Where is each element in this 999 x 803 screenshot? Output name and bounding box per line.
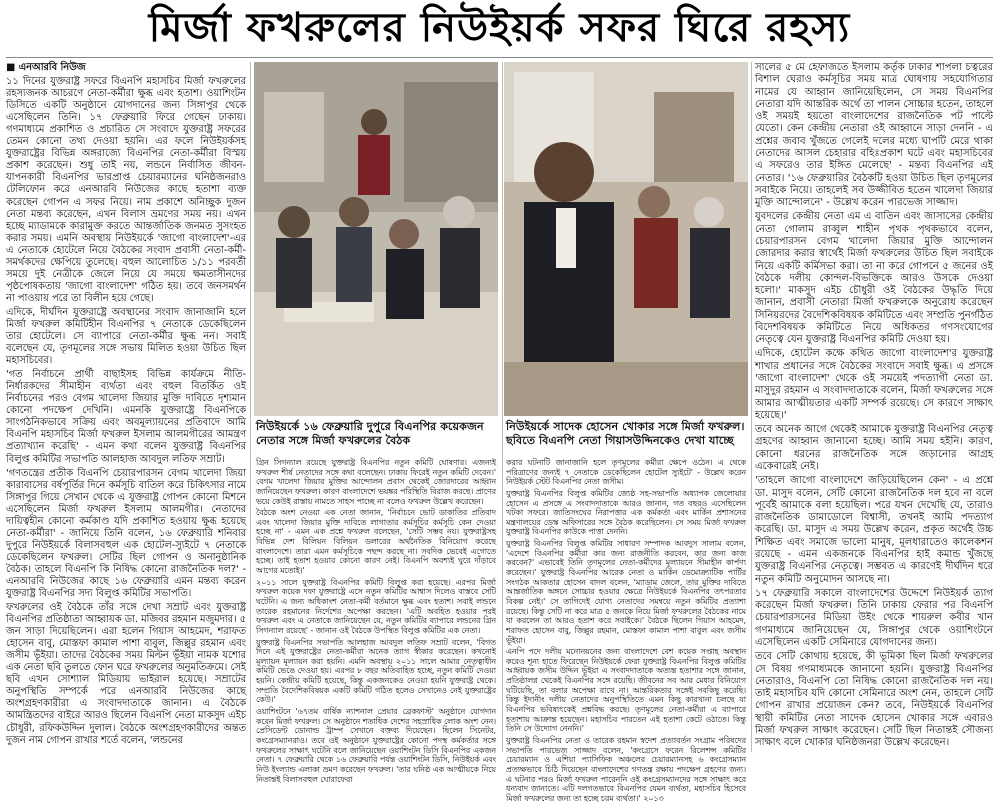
photo-figure-2 bbox=[504, 62, 748, 454]
col4-paragraph: যুবদলের কেন্দ্রীয় নেতা এম এ বাতিন এবং জাসাসের কেন্দ্রীয় নেতা গোলাম রাব্বুল শাহীন পৃথক পৃথকভাবে বলেন, চেয়ারপারসন বেগম খালেদা জিয়ার মুক্তি আন্দোলন জোরদার করার স্বার্থেই মির্জা ফখরুলের উচিত ছিল সবাইকে নিয়ে একটি কর্মিসভা করা। তা না করে গোপনে ৫ জনের ওই বৈঠকে দলীয় কোন্দল-বিভক্তিকে আরও উসকে দেওয়া হলো।' মাকসুদ এইচ চৌধুরী ওই বৈঠকের উদ্ধৃতি দিয়ে জানান, প্রবাসী নেতারা মির্জা ফখরুলকে অনুরোধ করেছেন সিনিয়রদের বৈদেশিকবিষয়ক কমিটিতে এবং সম্প্রতি পুনর্গঠিত বিদেশবিষয়ক কমিটিতে নিয়ে অধিকতর গণসংযোগের নেতৃত্বে যেন যুক্তরাষ্ট্র বিএনপির কমিটি দেওয়া হয়। bbox=[755, 211, 993, 346]
photo-figure-1 bbox=[254, 62, 498, 454]
col1-paragraph: ১১ দিনের যুক্তরাষ্ট্র সফরে বিএনপি মহাসচিব মির্জা ফখরুলের রহস্যজনক আচরণে নেতা-কর্মীরা ক্ষুব্ধ এবং হতাশ। ওয়াশিংটন ডিসিতে একটি অনুষ্ঠানে যোগদানের জন্য সিঙ্গাপুর থেকে এসেছিলেন তিনি। ১৭ ফেব্রুয়ারি ফিরে গেছেন ঢাকায়। গণমাধ্যমে প্রকাশিত ও প্রচারিত সে সংবাদে যুক্তরাষ্ট্র সফরের তেমন কোনো তথ্য দেওয়া হয়নি। এর ফলে নিউইয়র্কসহ যুক্তরাষ্ট্রের বিভিন্ন অঙ্গরাজ্যে বিএনপির নেতা-কর্মীরা বিস্ময় প্রকাশ করেছেন। শুধু তাই নয়, লন্ডনে নির্বাসিত জীবন-যাপনকারী বিএনপির ভারপ্রাপ্ত চেয়ারম্যানের ঘনিষ্ঠজনরাও টেলিফোন করে এনআরবি নিউজের কাছে হতাশা ব্যক্ত করেছেন গোপন এ সফর নিয়ে। নাম প্রকাশে অনিচ্ছুক দুজন নেতা মন্তব্য করেছেন, এখন বিলাস ভ্রমণের সময় নয়। এখন হচ্ছে ম্যাডামকে কারামুক্ত করতে আন্তর্জাতিক জনমত সুসংহত করার সময়। এমনি অবস্থায় নিউইয়র্কে 'জাগো বাংলাদেশ'-এর এ নেতাকে হোটেলে নিয়ে বৈঠকের সংবাদ প্রবাসী নেতা-কর্মী-সমর্থকদের ক্ষেপিয়ে তুলেছে। বহুল আলোচিত ১/১১ পরবর্তী সময়ে দুই নেত্রীকে জেলে নিয়ে যে সময়ে ক্ষমতাসীনদের পৃষ্ঠপোষকতায় 'জাগো বাংলাদেশ' গঠিত হয়। তবে জনসমর্থন না পাওয়ায় পরে তা বিলীন হয়ে গেছে। bbox=[6, 76, 246, 304]
col2-paragraph: যুক্তরাষ্ট্র বিএনপির সভাপতি আলহাজ আবদুল লতিফ সম্রাট বলেন, 'বিগত দিনে এই যুক্তরাষ্ট্রের নেতা-কর্মীরা অনেক ত্যাগ স্বীকার করেছেন। কখনোই মূল্যায়ন মূল্যায়ন করা হয়নি। এমনি অবস্থায় ২০১১ সালে আমার নেতৃত্বাধীন কমিটি ভেঙে দেওয়া হয়। এরপর ৮ বছর অতিবাহিত হচ্ছে, নতুন কমিটি দেওয়া হয়নি। কেন্দ্রীয় কমিটি হয়েছে, কিন্তু একজনকেও নেওয়া হয়নি যুক্তরাষ্ট্র থেকে। সম্প্রতি বৈদেশিকবিষয়ক একটি কমিটি গঠিত হলেও সেখানেও নেই যুক্তরাষ্ট্রের কেউ।' bbox=[256, 637, 496, 705]
byline: ■ এনআরবি নিউজ bbox=[6, 62, 86, 73]
col4-paragraph: এদিকে, হোটেল কক্ষে কথিত জাগো বাংলাদেশ'র যুক্তরাষ্ট্র শাখার প্রধানের সঙ্গে বৈঠকের সংবাদে সবাই ক্ষুব্ধ। এ প্রসঙ্গে 'জাগো বাংলাদেশ' থেকে ওই সময়েই পদত্যাগী নেতা ডা. মাসুদুর রহমান এ সংবাদদাতাকে বলেন, মির্জা ফখরুলের সঙ্গে আমার আত্মীয়তার একটি সম্পর্ক রয়েছে। সে কারণে সাক্ষাৎ হয়েছে।' bbox=[755, 348, 993, 421]
col1-paragraph: ফখরুলের ওই বৈঠকে তাঁর সঙ্গে দেখা সম্রাট এবং যুক্তরাষ্ট্র বিএনপির প্রতিষ্ঠাতা আহ্বায়ক ডা. মজিবর রহমান মজুমদার। ৫ জন সাড়া দিয়েছিলেন। এরা হলেন গিয়াস আহমেদ, শরাফত হোসেন বাবু, মোস্তফা কামাল পাশা বাবুল, জিল্লুর রহমান এবং জসীম ভূঁইয়া। তাদের বৈঠকের সময় মিল্টন ভূঁইয়া নামক যশোর এক নেতা ছবি তুলতে ফোন ঘরে ফখরুলের অনুমতিক্রমে। সেই ছবি এখন সোশ্যাল মিডিয়ায় ভাইরাল হয়েছে। সম্রাটের অনুপস্থিতি সম্পর্কে পরে এনআরবি নিউজের কাছে অংশগ্রহণকারীরা এ সংবাদদাতাকে জানান। এ বৈঠকে আমন্ত্রিতদের বাইরে আরও ছিলেন বিএনপি নেতা মাকসুদ এইচ চৌধুরী, রফিকউদ্দিন দুলাল। বৈঠকে অংশগ্রহণকারীদের অন্তত দুজন নাম গোপন রাখার শর্তে বলেন, 'লন্ডনের bbox=[6, 602, 246, 746]
col3-paragraph: যুক্তরাষ্ট্র বিএনপির বিলুপ্ত কমিটির জ্যেষ্ঠ সহ-সভাপতি অধ্যাপক জেলোয়ার হোসেন এ প্রসঙ্গে এ সংবাদদাতাকে আরও জানান, গত বছরও এসেছিলেন খটকা সফরে। জাতিসংঘের নিরাপত্তার এক কর্মকর্তা এবং মার্কিন প্রশাসনের মন্ত্রণালয়ের ডেস্ক অফিসারের সঙ্গে বৈঠক করেছিলেন। সে সময় মির্জা ফখরুল যুক্তরাষ্ট্র বিএনপির কাউকে পাত্তা দেননি। bbox=[506, 488, 746, 537]
col3-paragraph: করার ঘটনাটি জানাজানি হলে তৃণমূলের কর্মীরা ক্ষেপে ওঠেন। এ থেকে পরিত্রাণের জন্যই ৭ নেতাকে ডেকেছিলেন হোটেল স্যুইটে' - উল্লেখ করেন নিউইয়র্ক স্টেট বিএনপির নেতা জসীম। bbox=[506, 458, 746, 487]
col4-paragraph: তবে অনেক আগে থেকেই আমাকে যুক্তরাষ্ট্র বিএনপির নেতৃত্ব গ্রহণের আহ্বান জানানো হচ্ছে। আমি সময় হইনি। কারণ, কোনো ধরনের রাজনৈতিক সঙ্গে জড়ানোর আগ্রহ একেবারেই নেই। bbox=[755, 424, 993, 472]
col1-paragraph: এদিকে, দীর্ঘদিন যুক্তরাষ্ট্রে অবস্থানের সংবাদ জানাজানি হলে মির্জা ফখরুল কমিটিহীন বিএনপির ৭ নেতাকে ডেকেছিলেন তার হোটেলে। সে ব্যাপারে নেতা-কর্মীর ক্ষুব্ধ নন। সবাই বলেছেন যে, তৃণমূলের সঙ্গে সভায় মিলিত হওয়া উচিত ছিল মহাসচিবের। bbox=[6, 306, 246, 367]
khoka-photo bbox=[504, 62, 748, 416]
col4-paragraph: সালের ৫ মে হেফাজতে ইসলাম কর্তৃক ঢাকার শাপলা চত্বরের বিশাল ঘেরাও কর্মসূচির সময় মাত্র ঘোষণায় সহযোগিতার নামের যে আহ্বান জানিয়েছিলেন, সে সময় বিএনপির নেতারা যদি আন্তরিক অর্থে তা পালন সোচ্চার হতেন, তাহলে ওই সময়ই হয়তো বাংলাদেশের রাজনৈতিক পট পাল্টে যেতো। কেন কেন্দ্রীয় নেতারা ওই আহ্বানে সাড়া দেননি - এ প্রশ্নের জবাব খুঁজতে গেলেই দলের মধ্যে ঘাপটি মেরে থাকা নেতাদের আসল চেহারার বহিঃপ্রকাশ ঘটে এবং মহাসচিবের এ সফরেও তার ইঙ্গিত মেলেছে' - মন্তব্য বিএনপির এই নেতার। '১৬ ফেব্রুয়ারির বৈঠকটি হওয়া উচিত ছিল তৃণমূলের সবাইকে নিয়ে। তাহলেই সব উজ্জীবিত হতেন খালেদা জিয়ার মুক্তি আন্দোলনে' - উল্লেখ করেন পারভেজ সাজ্জাদ। bbox=[755, 62, 993, 209]
col3-paragraph: এনপি পদে দলীয় মনোনয়নের জন্য বাংলাদেশে বেশ কয়েক সপ্তাহ অবস্থান করেও শূন্য হাতে ফিরেছেন নিউইয়র্কে ফেরা যুক্তরাষ্ট্র বিএনপির বিলুপ্ত কমিটির আহ্বায়ক জসীম উদ্দিন ভূঁইয়া এ সংবাদদাতাকে অত্যন্ত হতাশার সঙ্গে জানান, প্রতিষ্ঠালগ্ন থেকেই বিএনপির সঙ্গে রয়েছি। জীবনের সব আর মেধার বিনিয়োগ ঘটিয়েছি, তা বলার অপেক্ষা রাখে না। আন্তরিকতার সঙ্গেই সবকিছু করেছি। কিন্তু ইদানীং দলীয় নেতাদের অনুপস্থিতিতে এমন কিছু কারখানা চলছে যা বিএনপির ভবিষ্যৎকেই প্রশ্নবিদ্ধ করছে। তৃণমূলের নেতা-কর্মীরা এ ব্যাপারে হতাশায় আক্রান্ত হয়েছেন। মহাসচিব পারতেন এই হতাশা কেটে ওঠাতে। কিন্তু তিনি সে উদ্যোগ নেননি।' bbox=[506, 647, 746, 734]
col2-paragraph: বৈঠকে অংশ নেওয়া এক নেতা জানান, 'নির্বাচনে ভোট ডাকাতির প্রতিবাদ এবং খালেদা জিয়ার মুক্তি দাবিতে লাগাতার কর্মসূচির কর্মসূচি কেন দেওয়া হচ্ছে না' - এমন এক প্রশ্নে ফখরুল বলেছেন, 'সেটি সম্ভব নয়। যুক্তরাষ্ট্রসহ বিভিন্ন দেশ বিলিয়ন বিলিয়ন ডলারের অর্থনৈতিক বিনিয়োগ করেছে বাংলাদেশে। তারা এমন কর্মসূচিকে পছন্দ করছে না। সবদিক ভেবেই এগোতে হচ্ছে। তাই হতাশ হওয়ার কোনো কারণ নেই। বিএনপি অবশ্যই ঘুরে দাঁড়াবে আগের মতোই।' bbox=[256, 508, 496, 576]
column-3 bbox=[506, 458, 746, 803]
col4-paragraph: তবে সেটি কোথায় হয়েছে, কী ভূমিকা ছিল মির্জা ফখরুলের সে বিষয় গণমাধ্যমকে জানানো হয়নি। যুক্তরাষ্ট্র বিএনপির নেতারাও, বিএনপি তো নিষিদ্ধ কোনো রাজনৈতিক দল নয়। তাই মহাসচিব যদি কোনো সেমিনারে অংশ নেন, তাহলে সেটি গোপন রাখার প্রয়োজন কেন? তবে, নিউইয়র্কে বিএনপির স্থায়ী কমিটির নেতা সাদেক হোসেন খোকার সঙ্গে এবারও মির্জা ফখরুল সাক্ষাৎ করেছেন। সেটি ছিল নিতান্তই সৌজন্য সাক্ষাৎ বলে খোকার ঘনিষ্ঠজনরা উল্লেখ করেছেন। bbox=[755, 651, 993, 749]
col3-paragraph: যুক্তরাষ্ট্র বিএনপির বিলুপ্ত কমিটির সাধারণ সম্পাদক আবদুস সালাম বলেন, 'এদেশে বিএনপির কর্মীরা কার জন্য রাজনীতি করবেন, কার জন্য কাজ করবেন?' এভাবেই তিনি তৃণমূলের নেতা-কর্মীদের মূল্যায়নে সীমাহীন কার্পণ্য করেছেন।' যুক্তরাষ্ট্র বিএনপির আরেক নেতা ও মার্কিন ডেমোক্র্যাটিক পার্টির সংগঠক আকতার হোসেন বাদল বলেন, 'ম্যাডাম জেলে, তার মুক্তির দাবিতে আন্তর্জাতিক অঙ্গনে সোচ্চার হওয়ার ক্ষেত্রে নিউইয়র্কে বিএনপির তৎপরতার বিকল্প নেই।' সে তাগিদেই যোগ্য নেতাদের সমন্বয়ে নতুন কমিটির প্রত্যাশা রয়েছে। কিন্তু সেটি না করে মাত্র ৫ জনকে নিয়ে মির্জা ফখরুলের বৈঠকের নামে যা করলেন তা আরও হতাশ করে সবাইকে।' বৈঠকে ছিলেন গিয়াস আহমেদ, শরাফত হোসেন বাবু, জিল্লুর রহমান, মোস্তফা কামাল পাশা বাবুল এবং জসীম ভূঁইয়া। bbox=[506, 539, 746, 645]
column-divider bbox=[751, 62, 752, 752]
col1-paragraph: 'গণতন্ত্রের প্রতীক বিএনপি চেয়ারপারসন বেগম খালেদা জিয়া কারাবাসের বর্ষপূর্তির দিনে কর্মসূচি বাতিল করে চিকিৎসার নামে সিঙ্গাপুর গিয়ে সেখান থেকে এ যুক্তরাষ্ট্র গোপন কোনো মিশনে এসেছিলেন মির্জা ফখরুল ইসলাম আলমগীর। নেতাদের দায়িত্বহীন কোনো কর্মকাণ্ড যদি প্রকাশিত হওয়ায় ক্ষুব্ধ হয়েছে নেতা-কর্মীরা' - জানিয়ে তিনি বলেন, ১৬ ফেব্রুয়ারি শনিবার দুপুরে নিউইয়র্কে বিলাসবহুল এক হোটেল-স্যুইটে ৭ নেতাকে ডেকেছিলেন ফখরুল। সেটির ছিল গোপন ও অনানুষ্ঠানিক বৈঠক। তাহলে বিএনপি কি নিষিদ্ধ কোনো রাজনৈতিক দল?' - এনআরবি নিউজের কাছে ১৬ ফেব্রুয়ারি এমন মন্তব্য করেন যুক্তরাষ্ট্র বিএনপির সদ্য বিলুপ্ত কমিটির সভাপতি। bbox=[6, 467, 246, 600]
meeting-photo-image bbox=[254, 62, 498, 416]
col1-paragraph: 'গত নির্বাচনে প্রার্থী বাছাইসহ বিভিন্ন কার্যক্রমে নীতি-নির্ধারকদের সীমাহীন ব্যর্থতা এবং বহুল বিতর্কিত ওই নির্বাচনের পরও বেগম খালেদা জিয়ার মুক্তি দাবিতে দৃশ্যমান কোনো পদক্ষেপ দেখিনি। এমনকি যুক্তরাষ্ট্রে বিএনপিকে সাংগঠনিকভাবে সক্রিয় এবং অবমূল্যায়নের প্রতিবাদে আমি বিএনপি মহাসচিব মির্জা ফখরুল ইসলাম আলমগীরের আমন্ত্রণ প্রত্যাখ্যান করেছি' - এমন কথা বলেন যুক্তরাষ্ট্র বিএনপির বিলুপ্ত কমিটির সভাপতি আলহাজ আবদুল লতিফ সম্রাট। bbox=[6, 369, 246, 465]
headline: মির্জা ফখরুলের নিউইয়র্ক সফর ঘিরে রহস্য bbox=[148, 5, 851, 51]
col4-paragraph: 'তাহলে জাগো বাংলাদেশে জড়িয়েছিলেন কেন' - এ প্রশ্নে ডা. মাসুদ বলেন, সেটি কোনো রাজনৈতিক দল হবে না বলে পূর্বেই আমাকে বলা হয়েছিল। পরে যখন দেখেছি যে, তারাও রাজনৈতিক ডামাডোলে বিশ্বাসী, তখনই আমি পদত্যাগ করেছি। ডা. মাসুদ এ সময় উল্লেখ করেন, প্রকৃত অর্থেই উচ্চ শিক্ষিত এবং সমাজে ভালো মানুষ, মূলধারাতেও কালেকশন রয়েছে - এমন একজনকে বিএনপির হাই কমান্ড খুঁজছে যুক্তরাষ্ট্র বিএনপির নেতৃত্বে। সম্ভবত এ কারণেই দীর্ঘদিন ধরে নতুন কমিটি অনুমোদন আসছে না। bbox=[755, 475, 993, 585]
meeting-photo bbox=[254, 62, 498, 416]
column-2 bbox=[256, 458, 496, 784]
col2-paragraph: ওয়াশিংটনে '৬৭তম বার্ষিক ন্যাশনাল প্রেয়ার ব্রেকফাস্ট' অনুষ্ঠানে যোগদান করেন মির্জা ফখরুল। সে অনুষ্ঠানে শতাধিক দেশের সহস্রাধিক লোক অংশ নেন। প্রেসিডেন্ট ডোনাল্ড ট্রাম্প সেখানে বক্তব্য দিয়েছেন। ছিলেন সিনেটর, কংগ্রেসম্যানরাও। তবে ওই অনুষ্ঠানে যুক্তরাষ্ট্রের কোনো পদস্থ কর্মকর্তার সঙ্গে ফখরুলের সাক্ষাৎ ঘটেনি বলে জানিয়েছেন ওয়াশিংটন ডিসি বিএনপির একজন নেতা। ৭ ফেব্রুয়ারি থেকে ১৬ ফেব্রুয়ারি পর্যন্ত ওয়াশিংটন ডিসি, নিউইয়র্ক এবং নিউ ইংল্যান্ড এলাকা ভ্রমণ করেছেন ফখরুল। 'তার ঘনিষ্ঠ এক আত্মীয়কে নিয়ে নিতান্তই বিলাসবহুল ঘোরাফেরা bbox=[256, 707, 496, 784]
col2-paragraph: ২০১১ সালে যুক্তরাষ্ট্র বিএনপির কমিটি বিলুপ্ত করা হয়েছে। এরপর মির্জা ফখরুল কয়েক দফা যুক্তরাষ্ট্রে এসে নতুন কমিটির আশ্বাস দিলেও বাস্তবে সেটি ঘটেনি। এ জন্য অধিকাংশ নেতা-কর্মী বর্তমানে ক্ষুব্ধ এবং হতাশ। সবাই লন্ডনে তারেক রহমানের নির্দেশের অপেক্ষা করছেন। 'এটি অবহিত হওয়ার পরই ফখরুল এবং এ নেতাকে জানিয়েছেন যে, নতুন কমিটির ব্যাপারে লন্ডনের গ্রিন সিগন্যাল রয়েছে' - জানান ওই বৈঠকে উপস্থিত বিলুপ্ত কমিটির এক নেতা। bbox=[256, 577, 496, 635]
headline-rule bbox=[6, 57, 993, 58]
column-divider bbox=[250, 62, 251, 752]
col2-paragraph: গ্রিন সিগন্যাল রয়েছে যুক্তরাষ্ট্র বিএনপির নতুন কমিটি ঘোষণার। এজন্যই ফখরুল শীর্ষ নেতাদের সঙ্গে কথা বলেছেন। ঢাকায় ফিরেই নতুন কমিটি দেবেন।' বেগম খালেদা জিয়ার মুক্তির আন্দোলন প্রবাস থেকেই জোরদারের আহ্বান জানিয়েছেন ফখরুল। কারণ বাংলাদেশে ভয়ঙ্কর পরিস্থিতি বিরাজ করছে। প্রাণের ভয়ে কেউই রাস্তায় নামতে সাহস পাচ্ছে না বলেও ফখরুল উল্লেখ করেছেন। bbox=[256, 458, 496, 506]
khoka-photo-image bbox=[504, 62, 748, 416]
column-4 bbox=[755, 62, 993, 760]
col3-paragraph: যুক্তরাষ্ট্র বিএনপির নেতা ও তারেক রহমান স্বদেশ প্রত্যাবর্তন সংগ্রাম পরিষদের সভাপতি পারভেজ সাজ্জাদ বলেন, 'কংগ্রেসে ফরেন রিলেশন্স কমিটির চেয়ারম্যান ও এশিয়া প্যাসিফিক অঞ্চলের চেয়ারম্যানসহ ৬ কংগ্রেসম্যান প্রত্যক্ষভাবে চিঠি দিয়েছেন বাংলাদেশের গণতন্ত্র রক্ষায় পদক্ষেপ গ্রহণের জন্য। এ ঘটনার পরও মির্জা ফখরুল পারেননি ওই কংগ্রেসম্যানদের সঙ্গে সাক্ষাৎ করে ধন্যবাদ জানাতে। এটি দলগতভাবে বিএনপির যেমন ব্যর্থতা, মহাসচিব হিসেবে মির্জা ফখরুলের জন্য তা হচ্ছে চরম ব্যর্থতা।' ২০১৩ bbox=[506, 735, 746, 803]
col4-paragraph: ১৭ ফেব্রুয়ারি সকালে বাংলাদেশের উদ্দেশে নিউইয়র্ক ত্যাগ করেছেন মির্জা ফখরুল। তিনি ঢাকায় ফেরার পর বিএনপি চেয়ারপারসনের মিডিয়া উইং থেকে শায়রুল কবীর খান গণমাধ্যমে জানিয়েছেন যে, সিঙ্গাপুর থেকে ওয়াশিংটনে এসেছিলেন একটি সেমিনারে যোগদানের জন্য। bbox=[755, 587, 993, 648]
photo-caption-1: নিউইয়র্কে ১৬ ফেব্রুয়ারি দুপুরে বিএনপির কয়েকজন নেতার সঙ্গে মির্জা ফখরুলের বৈঠক bbox=[256, 420, 484, 447]
column-divider bbox=[502, 62, 503, 752]
column-1 bbox=[6, 62, 246, 760]
photo-caption-2: নিউইয়র্কে সাদেক হোসেন খোকার সঙ্গে মির্জা ফখরুল। ছবিতে বিএনপি নেতা গিয়াসউদ্দিনকেও দেখা যাচ্ছে bbox=[506, 420, 745, 447]
